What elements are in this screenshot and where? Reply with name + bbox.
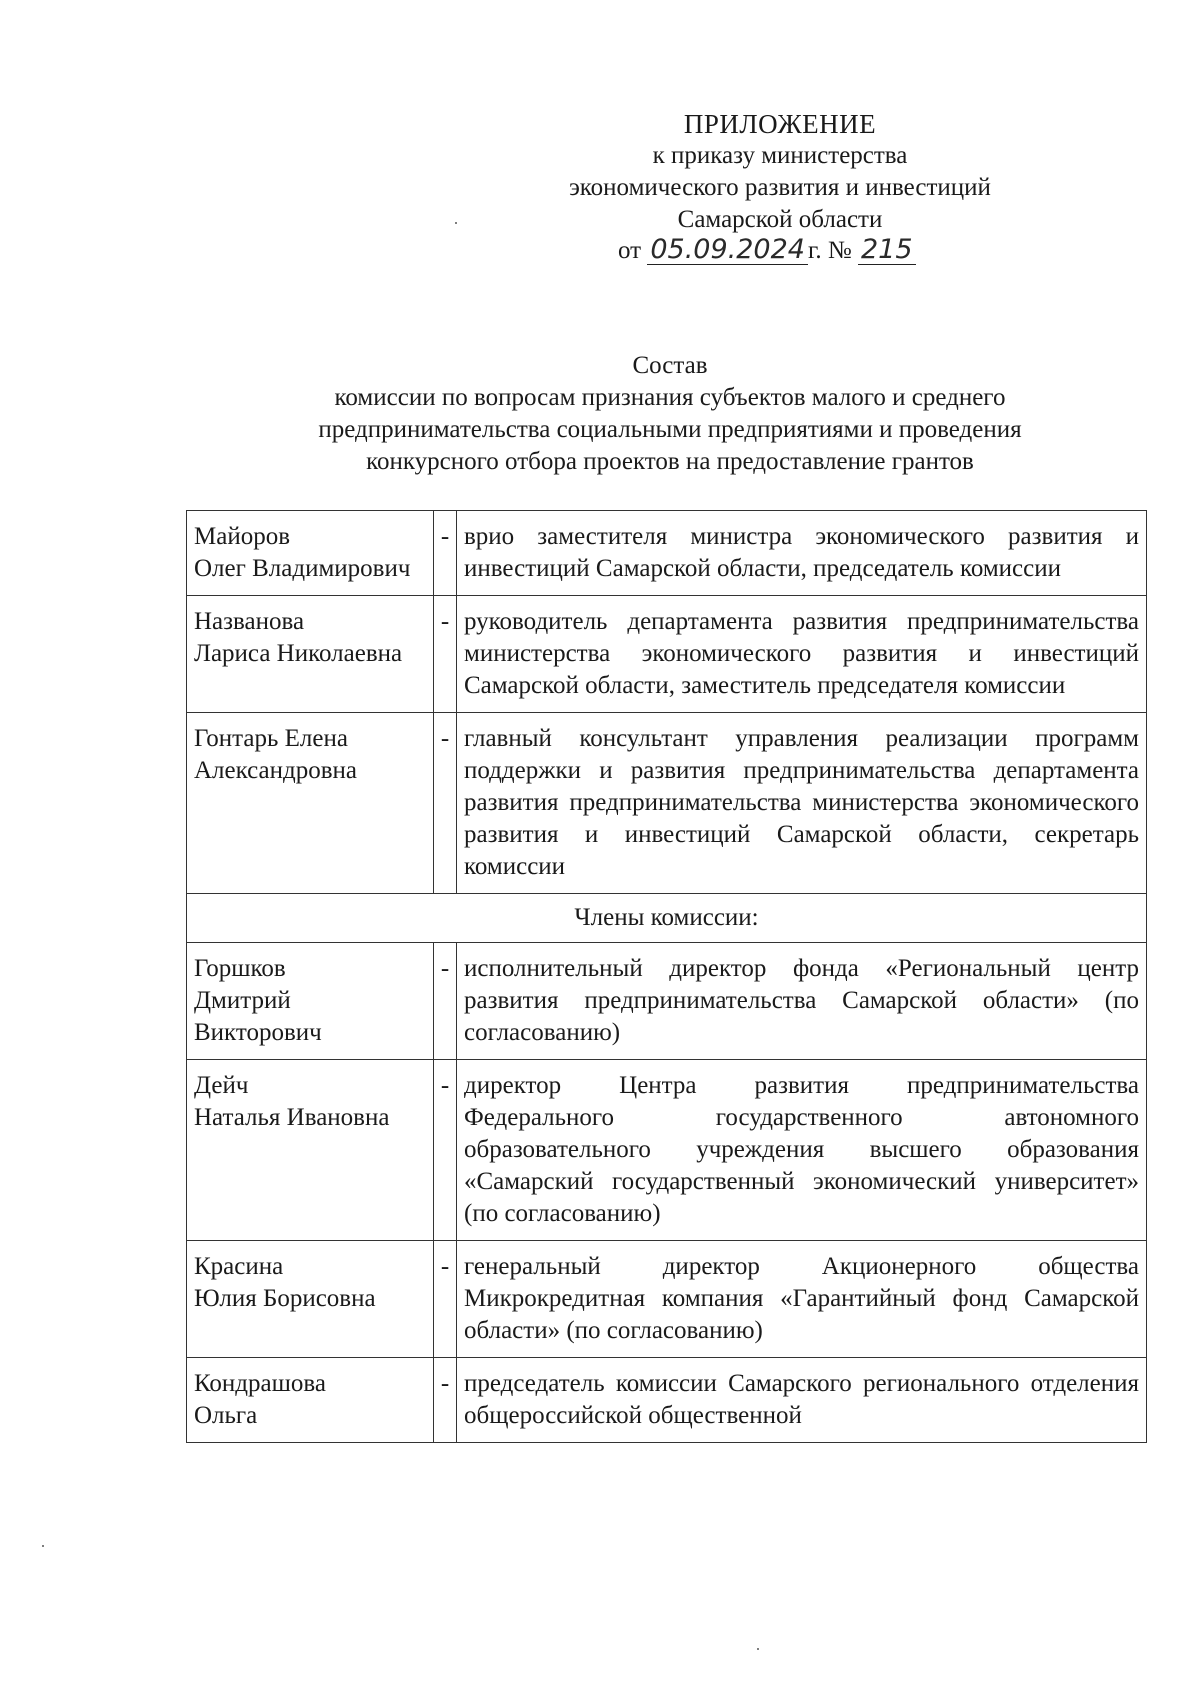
member-surname: Гонтарь Елена bbox=[194, 725, 348, 752]
member-name bbox=[187, 943, 434, 1060]
member-name bbox=[187, 596, 434, 713]
member-surname: Горшков bbox=[194, 955, 286, 982]
dash-separator: - bbox=[434, 1060, 457, 1241]
dash-separator: - bbox=[434, 943, 457, 1060]
dash-separator: - bbox=[434, 596, 457, 713]
appendix-line-2: экономического развития и инвестиций bbox=[569, 174, 991, 201]
handwritten-date: 05.09.2024 bbox=[647, 236, 808, 265]
document-heading bbox=[200, 350, 1140, 478]
member-position: директор Центра развития предпринимательства Федерального государственного автономного образовательного учреждения высшего образования «Самарский государственный экономический университет» (по согласованию) bbox=[457, 1060, 1147, 1241]
members-header: Члены комиссии: bbox=[187, 894, 1147, 943]
member-position: исполнительный директор фонда «Региональный центр развития предпринимательства Самарской области» (по согласованию) bbox=[457, 943, 1147, 1060]
scan-speck bbox=[42, 1545, 44, 1547]
member-position: главный консультант управления реализации программ поддержки и развития предпринимательства департамента развития предпринимательства министерства экономического развития и инвестиций Самарской области, секретарь комиссии bbox=[457, 713, 1147, 894]
member-surname: Названова bbox=[194, 608, 305, 635]
heading-line-1: комиссии по вопросам признания субъектов малого и среднего bbox=[334, 384, 1006, 411]
member-surname: Кондрашова bbox=[194, 1370, 326, 1397]
member-name bbox=[187, 1241, 434, 1358]
member-given-name: Дмитрий bbox=[194, 987, 291, 1014]
member-given-name: Юлия Борисовна bbox=[194, 1285, 376, 1312]
heading-line-2: предпринимательства социальными предприятиями и проведения bbox=[318, 416, 1022, 443]
member-given-name: Олег Владимирович bbox=[194, 555, 411, 582]
date-prefix: от bbox=[618, 237, 642, 264]
member-surname: Майоров bbox=[194, 523, 291, 550]
scan-speck bbox=[757, 1648, 759, 1650]
member-position: председатель комиссии Самарского регионального отделения общероссийской общественной bbox=[457, 1358, 1147, 1443]
member-name bbox=[187, 713, 434, 894]
member-given-name: Ольга bbox=[194, 1402, 258, 1429]
order-date-line bbox=[618, 236, 916, 265]
dash-separator: - bbox=[434, 511, 457, 596]
date-suffix: г. № bbox=[807, 237, 852, 264]
members-header-row bbox=[187, 894, 1147, 943]
table-row bbox=[187, 1358, 1147, 1443]
table-row bbox=[187, 1241, 1147, 1358]
member-given-name: Наталья Ивановна bbox=[194, 1104, 390, 1131]
dash-separator: - bbox=[434, 713, 457, 894]
appendix-line-1: к приказу министерства bbox=[652, 142, 908, 169]
appendix-header bbox=[500, 108, 1060, 236]
member-surname: Красина bbox=[194, 1253, 284, 1280]
table-row bbox=[187, 713, 1147, 894]
table-row bbox=[187, 511, 1147, 596]
member-given-name: Александровна bbox=[194, 757, 358, 784]
member-position: врио заместителя министра экономического развития и инвестиций Самарской области, председатель комиссии bbox=[457, 511, 1147, 596]
member-position: генеральный директор Акционерного общества Микрокредитная компания «Гарантийный фонд Самарской области» (по согласованию) bbox=[457, 1241, 1147, 1358]
dash-separator: - bbox=[434, 1241, 457, 1358]
member-surname: Дейч bbox=[194, 1072, 249, 1099]
member-given-name: Лариса Николаевна bbox=[194, 640, 403, 667]
dash-separator: - bbox=[434, 1358, 457, 1443]
member-patronymic: Викторович bbox=[194, 1019, 322, 1046]
appendix-title: ПРИЛОЖЕНИЕ bbox=[683, 109, 877, 139]
member-name bbox=[187, 1358, 434, 1443]
member-name bbox=[187, 511, 434, 596]
member-name bbox=[187, 1060, 434, 1241]
table-row bbox=[187, 1060, 1147, 1241]
heading-title: Состав bbox=[632, 352, 708, 379]
table-row bbox=[187, 943, 1147, 1060]
appendix-line-3: Самарской области bbox=[677, 206, 883, 233]
heading-line-3: конкурсного отбора проектов на предоставление грантов bbox=[366, 448, 974, 475]
table-row bbox=[187, 596, 1147, 713]
member-position: руководитель департамента развития предпринимательства министерства экономического развития и инвестиций Самарской области, заместитель председателя комиссии bbox=[457, 596, 1147, 713]
commission-table bbox=[186, 510, 1147, 1443]
handwritten-number: 215 bbox=[858, 236, 916, 265]
scan-speck bbox=[455, 222, 457, 224]
